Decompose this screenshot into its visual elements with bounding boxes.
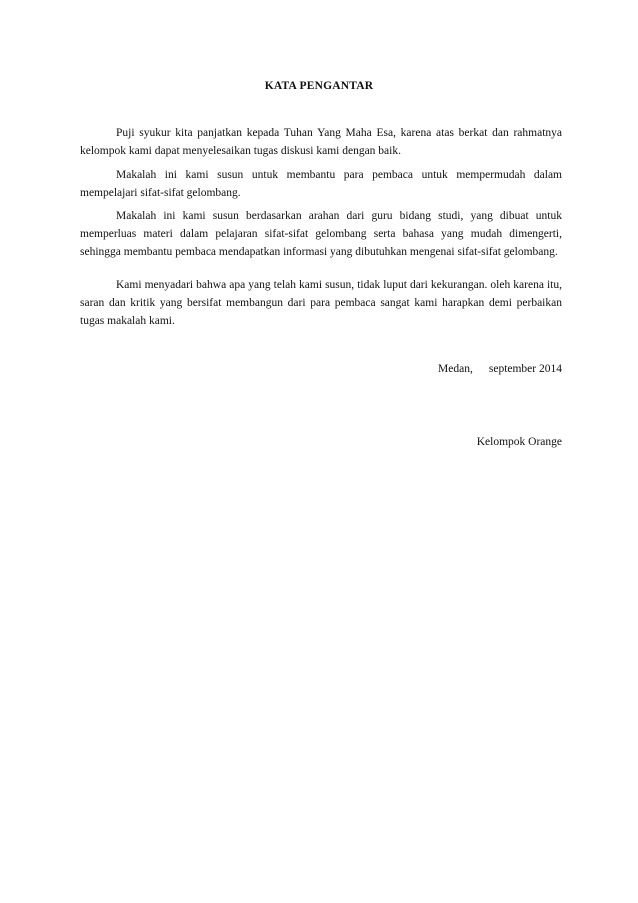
place-text: Medan, [438, 363, 473, 375]
paragraph-2: Makalah ini kami susun untuk membantu para pembaca untuk mempermudah dalam mempelajari sifat-sifat gelombang. [80, 169, 562, 199]
place-date [438, 363, 562, 375]
paragraph-4: Kami menyadari bahwa apa yang telah kami susun, tidak luput dari kekurangan. oleh karena itu, saran dan kritik yang bersifat membangun dari para pembaca sangat kami harapkan demi perbaikan tugas makalah kami. [80, 279, 562, 327]
date-text: september 2014 [488, 363, 562, 375]
paragraph-1: Puji syukur kita panjatkan kepada Tuhan Yang Maha Esa, karena atas berkat dan rahmatnya kelompok kami dapat menyelesaikan tugas diskusi kami dengan baik. [80, 127, 562, 157]
page-title: KATA PENGANTAR [264, 80, 374, 92]
paragraph-3: Makalah ini kami susun berdasarkan arahan dari guru bidang studi, yang dibuat untuk memperluas materi dalam pelajaran sifat-sifat gelombang serta bahasa yang mudah dimengerti, sehingga membantu pembaca mendapatkan informasi yang dibutuhkan mengenai sifat-sifat gelombang. [80, 210, 562, 258]
signature-text: Kelompok Orange [476, 436, 562, 448]
